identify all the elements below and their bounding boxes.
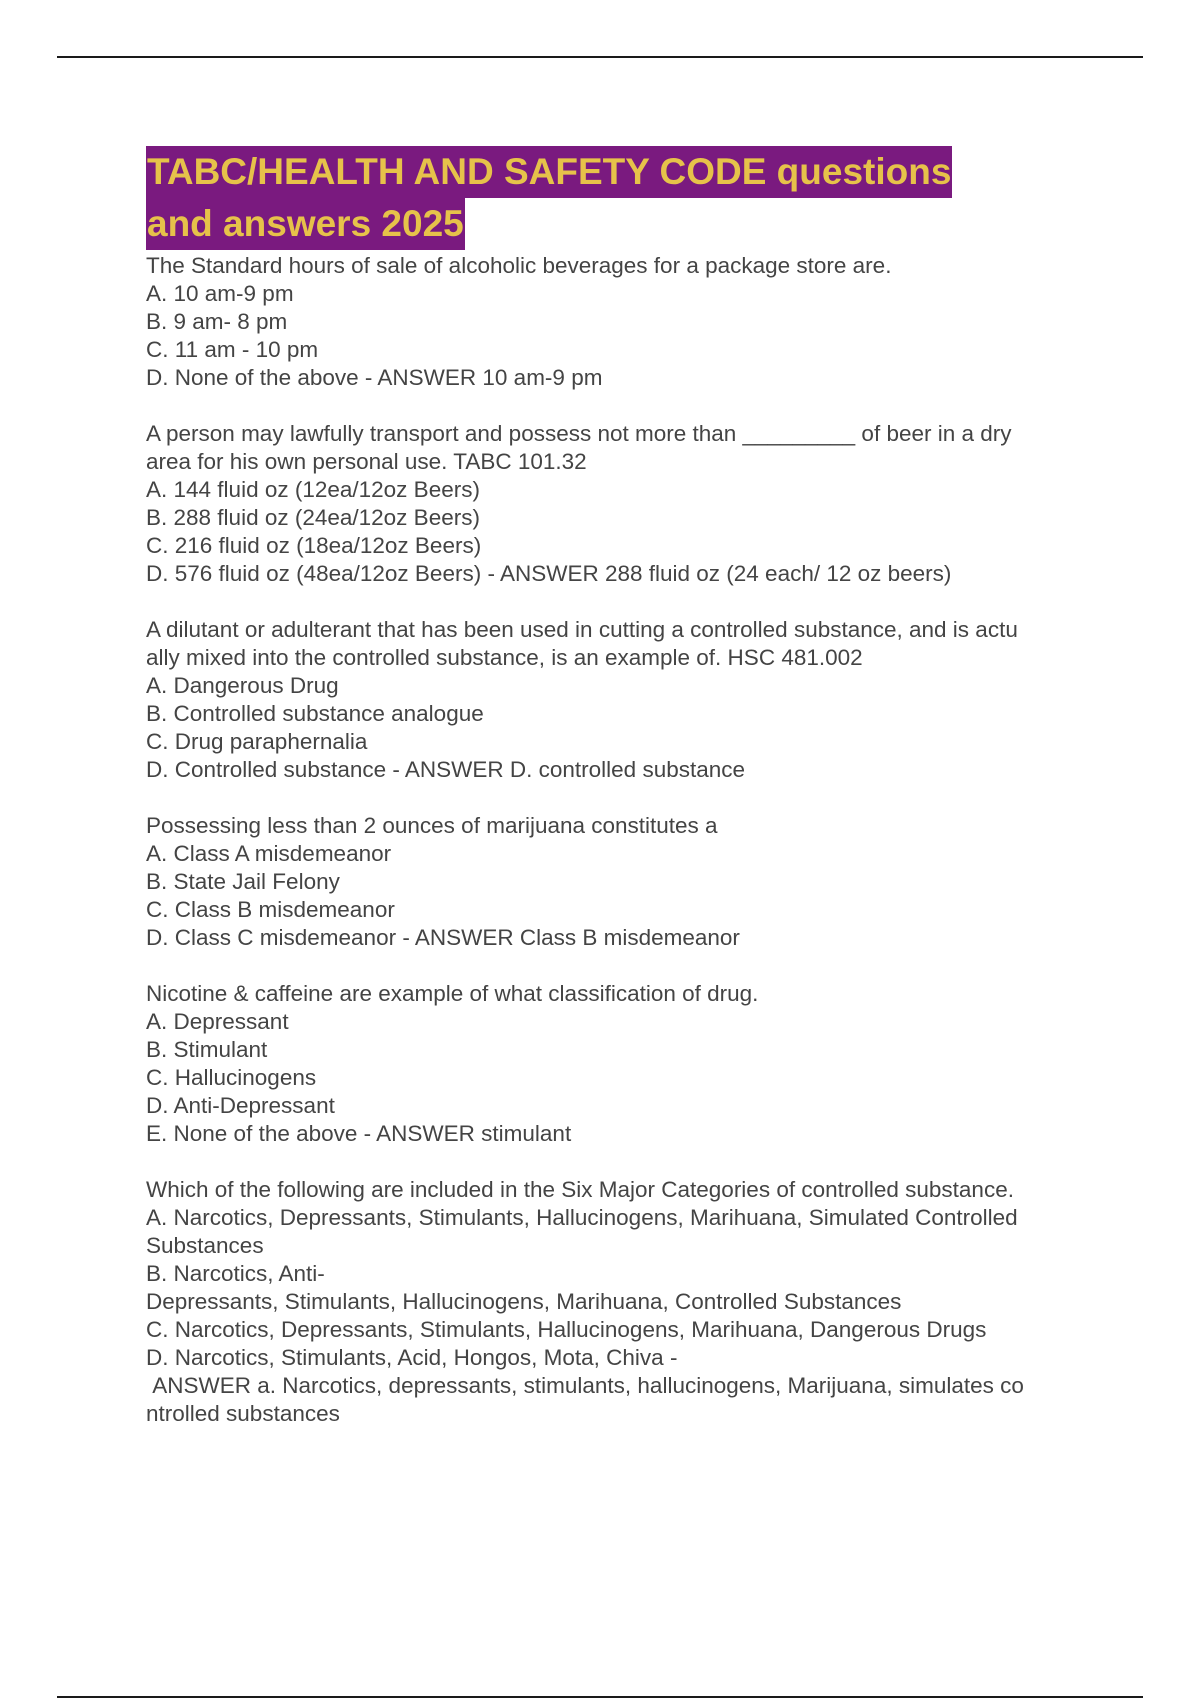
question-text: ally mixed into the controlled substance, is an example of. HSC 481.002 [146,645,863,670]
answer-option: A. 10 am-9 pm [146,281,294,306]
answer-option-with-answer: D. None of the above - ANSWER 10 am-9 pm [146,365,603,390]
answer-option: A. Narcotics, Depressants, Stimulants, Hallucinogens, Marihuana, Simulated Controlled [146,1205,1018,1230]
question-block [146,616,1096,784]
answer-option: B. 288 fluid oz (24ea/12oz Beers) [146,505,480,530]
answer-option: C. Hallucinogens [146,1065,317,1090]
answer-option: C. Drug paraphernalia [146,729,368,754]
answer-option: C. 11 am - 10 pm [146,337,319,362]
answer-option: Substances [146,1233,264,1258]
question-text: Possessing less than 2 ounces of marijuana constitutes a [146,813,718,838]
question-text: A person may lawfully transport and possess not more than _________ of beer in a dry [146,421,1012,446]
answer-option: C. Class B misdemeanor [146,897,395,922]
answer-option: B. Controlled substance analogue [146,701,484,726]
question-text: The Standard hours of sale of alcoholic beverages for a package store are. [146,253,892,278]
document-title [146,146,1096,250]
question-block [146,252,1096,392]
answer-option: B. 9 am- 8 pm [146,309,288,334]
question-text: Which of the following are included in the Six Major Categories of controlled substance. [146,1177,1014,1202]
answer-option: B. Stimulant [146,1037,268,1062]
answer-option: A. Class A misdemeanor [146,841,392,866]
answer-option-with-answer: E. None of the above - ANSWER stimulant [146,1121,572,1146]
question-block [146,1176,1096,1428]
answer-option: D. Narcotics, Stimulants, Acid, Hongos, Mota, Chiva - [146,1345,678,1370]
question-block [146,420,1096,588]
document-body [146,146,1096,1456]
answer-option: Depressants, Stimulants, Hallucinogens, Marihuana, Controlled Substances [146,1289,902,1314]
answer-option-with-answer: D. Controlled substance - ANSWER D. controlled substance [146,757,746,782]
answer-option: C. 216 fluid oz (18ea/12oz Beers) [146,533,482,558]
header-rule [57,56,1143,58]
question-text: A dilutant or adulterant that has been used in cutting a controlled substance, and is actu [146,617,1018,642]
question-text: Nicotine & caffeine are example of what classification of drug. [146,981,759,1006]
answer-option: A. Depressant [146,1009,289,1034]
footer-rule [57,1696,1143,1698]
answer-option: B. Narcotics, Anti- [146,1261,325,1286]
question-text: area for his own personal use. TABC 101.32 [146,449,587,474]
title-line: TABC/HEALTH AND SAFETY CODE questions [146,146,952,198]
answer-option: A. 144 fluid oz (12ea/12oz Beers) [146,477,480,502]
question-block [146,980,1096,1148]
answer-option: C. Narcotics, Depressants, Stimulants, Hallucinogens, Marihuana, Dangerous Drugs [146,1317,987,1342]
answer-option-with-answer: D. Class C misdemeanor - ANSWER Class B misdemeanor [146,925,740,950]
question-block [146,812,1096,952]
answer-option: D. Anti-Depressant [146,1093,335,1118]
answer-option-with-answer: ANSWER a. Narcotics, depressants, stimulants, hallucinogens, Marijuana, simulates co [146,1373,1024,1398]
answer-option-with-answer: D. 576 fluid oz (48ea/12oz Beers) - ANSWER 288 fluid oz (24 each/ 12 oz beers) [146,561,952,586]
title-line: and answers 2025 [146,198,465,250]
answer-option: B. State Jail Felony [146,869,340,894]
answer-option-with-answer: ntrolled substances [146,1401,340,1426]
answer-option: A. Dangerous Drug [146,673,339,698]
